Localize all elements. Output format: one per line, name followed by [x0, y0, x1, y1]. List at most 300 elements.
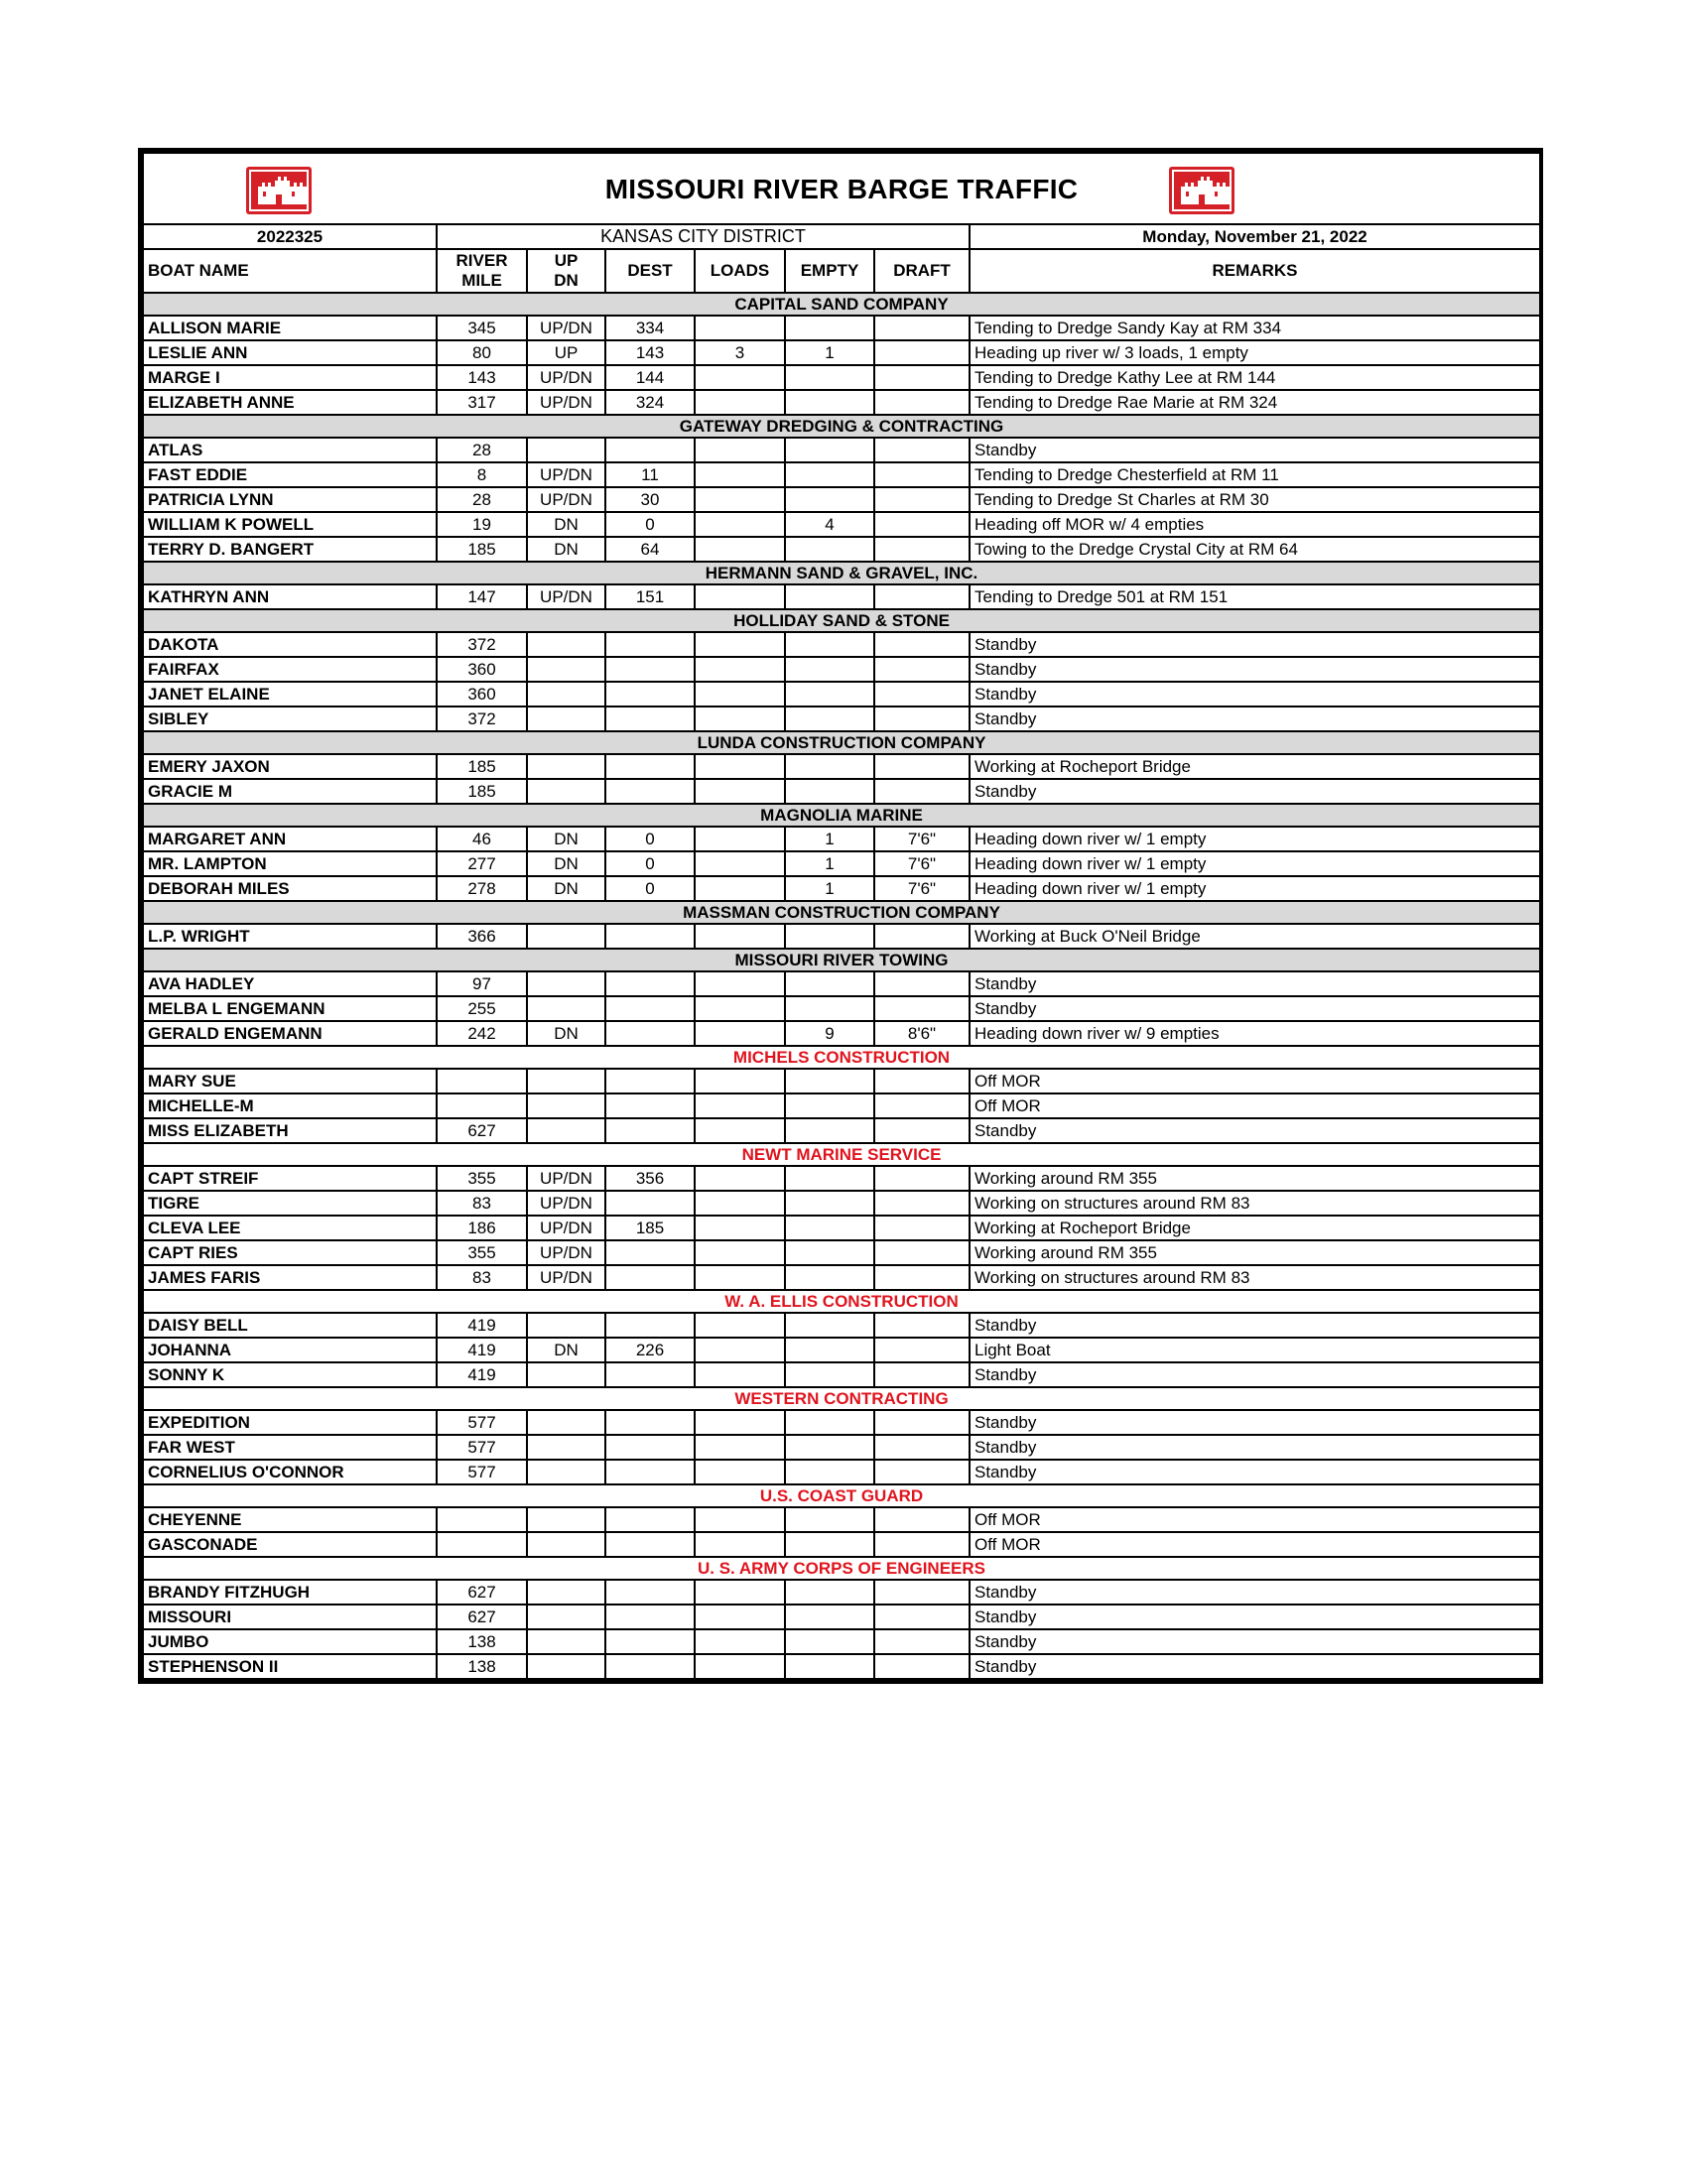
- table-row: [143, 584, 1540, 609]
- boat-name-cell: ALLISON MARIE: [143, 316, 437, 340]
- boat-name-cell: KATHRYN ANN: [143, 584, 437, 609]
- loads-cell: [695, 487, 785, 512]
- loads-cell: [695, 971, 785, 996]
- remarks-cell: Working at Buck O'Neil Bridge: [970, 924, 1540, 949]
- empty-cell: [785, 754, 874, 779]
- draft-cell: [874, 512, 970, 537]
- river-mile-cell: 419: [437, 1313, 527, 1338]
- loads-cell: [695, 390, 785, 415]
- section-header-row: [143, 562, 1540, 584]
- loads-cell: [695, 1216, 785, 1240]
- loads-cell: [695, 1240, 785, 1265]
- draft-cell: [874, 996, 970, 1021]
- table-row: [143, 657, 1540, 682]
- dest-cell: [605, 1532, 695, 1557]
- up-dn-cell: [527, 971, 605, 996]
- boat-name-cell: MICHELLE-M: [143, 1093, 437, 1118]
- empty-cell: [785, 1435, 874, 1460]
- empty-cell: [785, 1069, 874, 1093]
- empty-cell: [785, 996, 874, 1021]
- dest-cell: 324: [605, 390, 695, 415]
- boat-name-cell: CAPT STREIF: [143, 1166, 437, 1191]
- boat-name-cell: GASCONADE: [143, 1532, 437, 1557]
- loads-cell: [695, 876, 785, 901]
- empty-cell: [785, 1532, 874, 1557]
- dest-cell: [605, 1313, 695, 1338]
- up-dn-cell: UP: [527, 340, 605, 365]
- dest-cell: 11: [605, 462, 695, 487]
- boat-name-cell: FAST EDDIE: [143, 462, 437, 487]
- report-number: 2022325: [143, 224, 437, 249]
- draft-cell: [874, 1460, 970, 1484]
- draft-cell: [874, 1507, 970, 1532]
- empty-cell: [785, 657, 874, 682]
- river-mile-cell: 360: [437, 682, 527, 707]
- dest-cell: 144: [605, 365, 695, 390]
- section-header-row: [143, 901, 1540, 924]
- river-mile-cell: 255: [437, 996, 527, 1021]
- remarks-cell: Standby: [970, 1313, 1540, 1338]
- river-mile-cell: [437, 1532, 527, 1557]
- river-mile-cell: 627: [437, 1605, 527, 1629]
- remarks-cell: Heading up river w/ 3 loads, 1 empty: [970, 340, 1540, 365]
- empty-cell: [785, 1313, 874, 1338]
- loads-cell: [695, 851, 785, 876]
- boat-name-cell: SONNY K: [143, 1362, 437, 1387]
- loads-cell: [695, 827, 785, 851]
- river-mile-cell: 577: [437, 1410, 527, 1435]
- dest-cell: 185: [605, 1216, 695, 1240]
- up-dn-cell: [527, 1118, 605, 1143]
- loads-cell: [695, 924, 785, 949]
- up-dn-cell: [527, 1507, 605, 1532]
- draft-cell: [874, 1435, 970, 1460]
- section-header-row: [143, 804, 1540, 827]
- up-dn-cell: [527, 1435, 605, 1460]
- dest-cell: [605, 1118, 695, 1143]
- draft-cell: 7'6": [874, 827, 970, 851]
- remarks-cell: Tending to Dredge Chesterfield at RM 11: [970, 462, 1540, 487]
- empty-cell: 9: [785, 1021, 874, 1046]
- up-dn-cell: [527, 1069, 605, 1093]
- draft-cell: [874, 365, 970, 390]
- up-dn-cell: [527, 1460, 605, 1484]
- table-row: [143, 827, 1540, 851]
- section-header-row: [143, 415, 1540, 438]
- dest-cell: [605, 1629, 695, 1654]
- draft-cell: [874, 779, 970, 804]
- draft-cell: [874, 316, 970, 340]
- table-row: [143, 1216, 1540, 1240]
- section-header-row: [143, 1484, 1540, 1507]
- loads-cell: [695, 512, 785, 537]
- castle-logo-icon: [246, 167, 312, 214]
- table-row: [143, 1118, 1540, 1143]
- boat-name-cell: EXPEDITION: [143, 1410, 437, 1435]
- remarks-cell: Standby: [970, 1460, 1540, 1484]
- up-dn-cell: DN: [527, 1021, 605, 1046]
- up-dn-cell: UP/DN: [527, 316, 605, 340]
- remarks-cell: Heading off MOR w/ 4 empties: [970, 512, 1540, 537]
- loads-cell: [695, 1435, 785, 1460]
- river-mile-cell: 83: [437, 1191, 527, 1216]
- company-name: HERMANN SAND & GRAVEL, INC.: [143, 562, 1540, 584]
- remarks-cell: Standby: [970, 1410, 1540, 1435]
- draft-cell: [874, 707, 970, 731]
- empty-cell: [785, 1191, 874, 1216]
- dest-cell: 0: [605, 512, 695, 537]
- empty-cell: [785, 779, 874, 804]
- empty-cell: [785, 365, 874, 390]
- remarks-cell: Heading down river w/ 1 empty: [970, 876, 1540, 901]
- boat-name-cell: FAR WEST: [143, 1435, 437, 1460]
- dest-cell: 151: [605, 584, 695, 609]
- remarks-cell: Working on structures around RM 83: [970, 1191, 1540, 1216]
- remarks-cell: Light Boat: [970, 1338, 1540, 1362]
- remarks-cell: Standby: [970, 1435, 1540, 1460]
- empty-cell: [785, 462, 874, 487]
- draft-cell: [874, 1166, 970, 1191]
- draft-cell: [874, 1093, 970, 1118]
- table-row: [143, 1605, 1540, 1629]
- river-mile-cell: [437, 1093, 527, 1118]
- boat-name-cell: DAKOTA: [143, 632, 437, 657]
- draft-cell: [874, 1629, 970, 1654]
- draft-cell: [874, 1338, 970, 1362]
- company-name: W. A. ELLIS CONSTRUCTION: [143, 1290, 1540, 1313]
- remarks-cell: Standby: [970, 971, 1540, 996]
- table-row: [143, 316, 1540, 340]
- empty-cell: [785, 390, 874, 415]
- empty-cell: [785, 1507, 874, 1532]
- loads-cell: [695, 707, 785, 731]
- river-mile-cell: 185: [437, 779, 527, 804]
- river-mile-cell: 19: [437, 512, 527, 537]
- river-mile-cell: 97: [437, 971, 527, 996]
- up-dn-cell: [527, 754, 605, 779]
- up-dn-cell: [527, 1532, 605, 1557]
- company-name: NEWT MARINE SERVICE: [143, 1143, 1540, 1166]
- river-mile-cell: 28: [437, 487, 527, 512]
- empty-cell: 1: [785, 851, 874, 876]
- remarks-cell: Off MOR: [970, 1507, 1540, 1532]
- remarks-cell: Tending to Dredge 501 at RM 151: [970, 584, 1540, 609]
- table-row: [143, 1265, 1540, 1290]
- river-mile-cell: 138: [437, 1654, 527, 1679]
- loads-cell: [695, 779, 785, 804]
- table-row: [143, 1021, 1540, 1046]
- empty-cell: [785, 487, 874, 512]
- remarks-cell: Working on structures around RM 83: [970, 1265, 1540, 1290]
- boat-name-cell: DAISY BELL: [143, 1313, 437, 1338]
- table-row: [143, 1069, 1540, 1093]
- remarks-cell: Working around RM 355: [970, 1240, 1540, 1265]
- river-mile-cell: [437, 1507, 527, 1532]
- castle-logo-icon: [1169, 167, 1234, 214]
- table-row: [143, 1240, 1540, 1265]
- dest-cell: [605, 1507, 695, 1532]
- remarks-cell: Standby: [970, 682, 1540, 707]
- up-dn-cell: UP/DN: [527, 1240, 605, 1265]
- up-dn-cell: DN: [527, 851, 605, 876]
- draft-cell: [874, 924, 970, 949]
- dest-cell: [605, 1191, 695, 1216]
- table-row: [143, 971, 1540, 996]
- boat-name-cell: GERALD ENGEMANN: [143, 1021, 437, 1046]
- river-mile-cell: 8: [437, 462, 527, 487]
- boat-name-cell: MELBA L ENGEMANN: [143, 996, 437, 1021]
- section-header-row: [143, 1290, 1540, 1313]
- loads-cell: [695, 1362, 785, 1387]
- up-dn-cell: DN: [527, 1338, 605, 1362]
- empty-cell: [785, 971, 874, 996]
- table-row: [143, 1654, 1540, 1679]
- river-mile-cell: 277: [437, 851, 527, 876]
- dest-cell: [605, 1654, 695, 1679]
- dest-cell: [605, 1410, 695, 1435]
- loads-cell: [695, 1507, 785, 1532]
- boat-name-cell: CHEYENNE: [143, 1507, 437, 1532]
- remarks-cell: Standby: [970, 632, 1540, 657]
- empty-cell: [785, 632, 874, 657]
- up-dn-cell: [527, 438, 605, 462]
- draft-cell: [874, 1532, 970, 1557]
- loads-cell: [695, 1410, 785, 1435]
- river-mile-cell: 372: [437, 632, 527, 657]
- loads-cell: [695, 1021, 785, 1046]
- draft-cell: [874, 971, 970, 996]
- loads-cell: [695, 537, 785, 562]
- remarks-cell: Standby: [970, 1654, 1540, 1679]
- company-name: GATEWAY DREDGING & CONTRACTING: [143, 415, 1540, 438]
- remarks-cell: Heading down river w/ 1 empty: [970, 827, 1540, 851]
- river-mile-cell: 28: [437, 438, 527, 462]
- river-mile-cell: 185: [437, 754, 527, 779]
- empty-cell: [785, 707, 874, 731]
- river-mile-cell: 372: [437, 707, 527, 731]
- empty-cell: [785, 1338, 874, 1362]
- table-row: [143, 996, 1540, 1021]
- draft-cell: [874, 1605, 970, 1629]
- company-name: LUNDA CONSTRUCTION COMPANY: [143, 731, 1540, 754]
- loads-cell: [695, 1069, 785, 1093]
- boat-name-cell: MR. LAMPTON: [143, 851, 437, 876]
- loads-cell: [695, 996, 785, 1021]
- dest-cell: [605, 754, 695, 779]
- empty-cell: [785, 682, 874, 707]
- draft-cell: 7'6": [874, 851, 970, 876]
- table-row: [143, 487, 1540, 512]
- dest-cell: [605, 1362, 695, 1387]
- dest-cell: 0: [605, 876, 695, 901]
- draft-cell: [874, 1580, 970, 1605]
- up-dn-cell: UP/DN: [527, 584, 605, 609]
- boat-name-cell: L.P. WRIGHT: [143, 924, 437, 949]
- dest-cell: [605, 1580, 695, 1605]
- draft-cell: [874, 1410, 970, 1435]
- boat-name-cell: CORNELIUS O'CONNOR: [143, 1460, 437, 1484]
- up-dn-cell: UP/DN: [527, 365, 605, 390]
- up-dn-cell: UP/DN: [527, 487, 605, 512]
- river-mile-cell: 366: [437, 924, 527, 949]
- loads-cell: [695, 1580, 785, 1605]
- river-mile-cell: 345: [437, 316, 527, 340]
- up-dn-cell: [527, 1093, 605, 1118]
- dest-cell: [605, 1021, 695, 1046]
- up-dn-cell: [527, 1629, 605, 1654]
- remarks-cell: Tending to Dredge St Charles at RM 30: [970, 487, 1540, 512]
- draft-cell: [874, 340, 970, 365]
- up-dn-cell: [527, 924, 605, 949]
- empty-cell: [785, 1654, 874, 1679]
- dest-cell: [605, 1605, 695, 1629]
- dest-cell: [605, 707, 695, 731]
- empty-cell: [785, 1410, 874, 1435]
- remarks-cell: Working at Rocheport Bridge: [970, 754, 1540, 779]
- section-header-row: [143, 1143, 1540, 1166]
- empty-cell: 1: [785, 827, 874, 851]
- dest-cell: 143: [605, 340, 695, 365]
- loads-cell: [695, 365, 785, 390]
- boat-name-cell: JAMES FARIS: [143, 1265, 437, 1290]
- draft-cell: [874, 682, 970, 707]
- river-mile-cell: 143: [437, 365, 527, 390]
- dest-cell: 0: [605, 851, 695, 876]
- company-name: U. S. ARMY CORPS OF ENGINEERS: [143, 1557, 1540, 1580]
- table-row: [143, 462, 1540, 487]
- company-name: MASSMAN CONSTRUCTION COMPANY: [143, 901, 1540, 924]
- draft-cell: [874, 657, 970, 682]
- empty-cell: 1: [785, 876, 874, 901]
- company-name: MAGNOLIA MARINE: [143, 804, 1540, 827]
- section-header-row: [143, 731, 1540, 754]
- dest-cell: 0: [605, 827, 695, 851]
- table-row: [143, 390, 1540, 415]
- draft-cell: 8'6": [874, 1021, 970, 1046]
- empty-cell: [785, 537, 874, 562]
- boat-name-cell: AVA HADLEY: [143, 971, 437, 996]
- dest-cell: [605, 1265, 695, 1290]
- empty-cell: [785, 1460, 874, 1484]
- loads-cell: [695, 1118, 785, 1143]
- remarks-cell: Standby: [970, 1580, 1540, 1605]
- remarks-cell: Standby: [970, 996, 1540, 1021]
- company-name: MISSOURI RIVER TOWING: [143, 949, 1540, 971]
- river-mile-cell: 627: [437, 1118, 527, 1143]
- up-dn-cell: UP/DN: [527, 1216, 605, 1240]
- up-dn-cell: UP/DN: [527, 1265, 605, 1290]
- table-row: [143, 1435, 1540, 1460]
- dest-cell: [605, 924, 695, 949]
- loads-cell: [695, 584, 785, 609]
- up-dn-cell: [527, 682, 605, 707]
- dest-cell: 334: [605, 316, 695, 340]
- remarks-cell: Standby: [970, 1118, 1540, 1143]
- river-mile-cell: 360: [437, 657, 527, 682]
- river-mile-cell: 186: [437, 1216, 527, 1240]
- remarks-cell: Tending to Dredge Rae Marie at RM 324: [970, 390, 1540, 415]
- table-row: [143, 1166, 1540, 1191]
- col-header-dest: DEST: [605, 249, 695, 293]
- draft-cell: [874, 1216, 970, 1240]
- table-row: [143, 682, 1540, 707]
- draft-cell: [874, 584, 970, 609]
- loads-cell: [695, 438, 785, 462]
- empty-cell: 4: [785, 512, 874, 537]
- loads-cell: [695, 1629, 785, 1654]
- river-mile-cell: 138: [437, 1629, 527, 1654]
- up-dn-cell: UP/DN: [527, 1166, 605, 1191]
- boat-name-cell: TERRY D. BANGERT: [143, 537, 437, 562]
- boat-name-cell: SIBLEY: [143, 707, 437, 731]
- page-title-cell: [143, 153, 1540, 224]
- boat-name-cell: MISSOURI: [143, 1605, 437, 1629]
- dest-cell: [605, 1240, 695, 1265]
- draft-cell: [874, 438, 970, 462]
- boat-name-cell: PATRICIA LYNN: [143, 487, 437, 512]
- section-header-row: [143, 1557, 1540, 1580]
- up-dn-cell: DN: [527, 827, 605, 851]
- up-dn-cell: [527, 632, 605, 657]
- company-name: U.S. COAST GUARD: [143, 1484, 1540, 1507]
- river-mile-cell: 317: [437, 390, 527, 415]
- table-row: [143, 365, 1540, 390]
- loads-cell: [695, 1460, 785, 1484]
- table-row: [143, 1507, 1540, 1532]
- remarks-cell: Standby: [970, 1362, 1540, 1387]
- dest-cell: [605, 1069, 695, 1093]
- river-mile-cell: 355: [437, 1166, 527, 1191]
- remarks-cell: Heading down river w/ 9 empties: [970, 1021, 1540, 1046]
- river-mile-cell: 419: [437, 1362, 527, 1387]
- loads-cell: [695, 1265, 785, 1290]
- empty-cell: [785, 1216, 874, 1240]
- col-header-up-dn: UP DN: [527, 249, 605, 293]
- dest-cell: 226: [605, 1338, 695, 1362]
- boat-name-cell: MISS ELIZABETH: [143, 1118, 437, 1143]
- empty-cell: [785, 584, 874, 609]
- company-name: HOLLIDAY SAND & STONE: [143, 609, 1540, 632]
- boat-name-cell: GRACIE M: [143, 779, 437, 804]
- empty-cell: [785, 1629, 874, 1654]
- remarks-cell: Off MOR: [970, 1532, 1540, 1557]
- up-dn-cell: [527, 657, 605, 682]
- remarks-cell: Standby: [970, 438, 1540, 462]
- river-mile-cell: 83: [437, 1265, 527, 1290]
- section-header-row: [143, 293, 1540, 316]
- boat-name-cell: CLEVA LEE: [143, 1216, 437, 1240]
- boat-name-cell: EMERY JAXON: [143, 754, 437, 779]
- remarks-cell: Working at Rocheport Bridge: [970, 1216, 1540, 1240]
- table-row: [143, 1093, 1540, 1118]
- up-dn-cell: DN: [527, 876, 605, 901]
- district-name: KANSAS CITY DISTRICT: [437, 224, 970, 249]
- table-row: [143, 1532, 1540, 1557]
- up-dn-cell: [527, 996, 605, 1021]
- barge-traffic-table: [142, 152, 1541, 1680]
- boat-name-cell: JOHANNA: [143, 1338, 437, 1362]
- dest-cell: 30: [605, 487, 695, 512]
- up-dn-cell: [527, 1654, 605, 1679]
- loads-cell: [695, 1532, 785, 1557]
- table-row: [143, 340, 1540, 365]
- boat-name-cell: WILLIAM K POWELL: [143, 512, 437, 537]
- draft-cell: [874, 1265, 970, 1290]
- loads-cell: [695, 632, 785, 657]
- draft-cell: [874, 632, 970, 657]
- draft-cell: [874, 754, 970, 779]
- table-row: [143, 779, 1540, 804]
